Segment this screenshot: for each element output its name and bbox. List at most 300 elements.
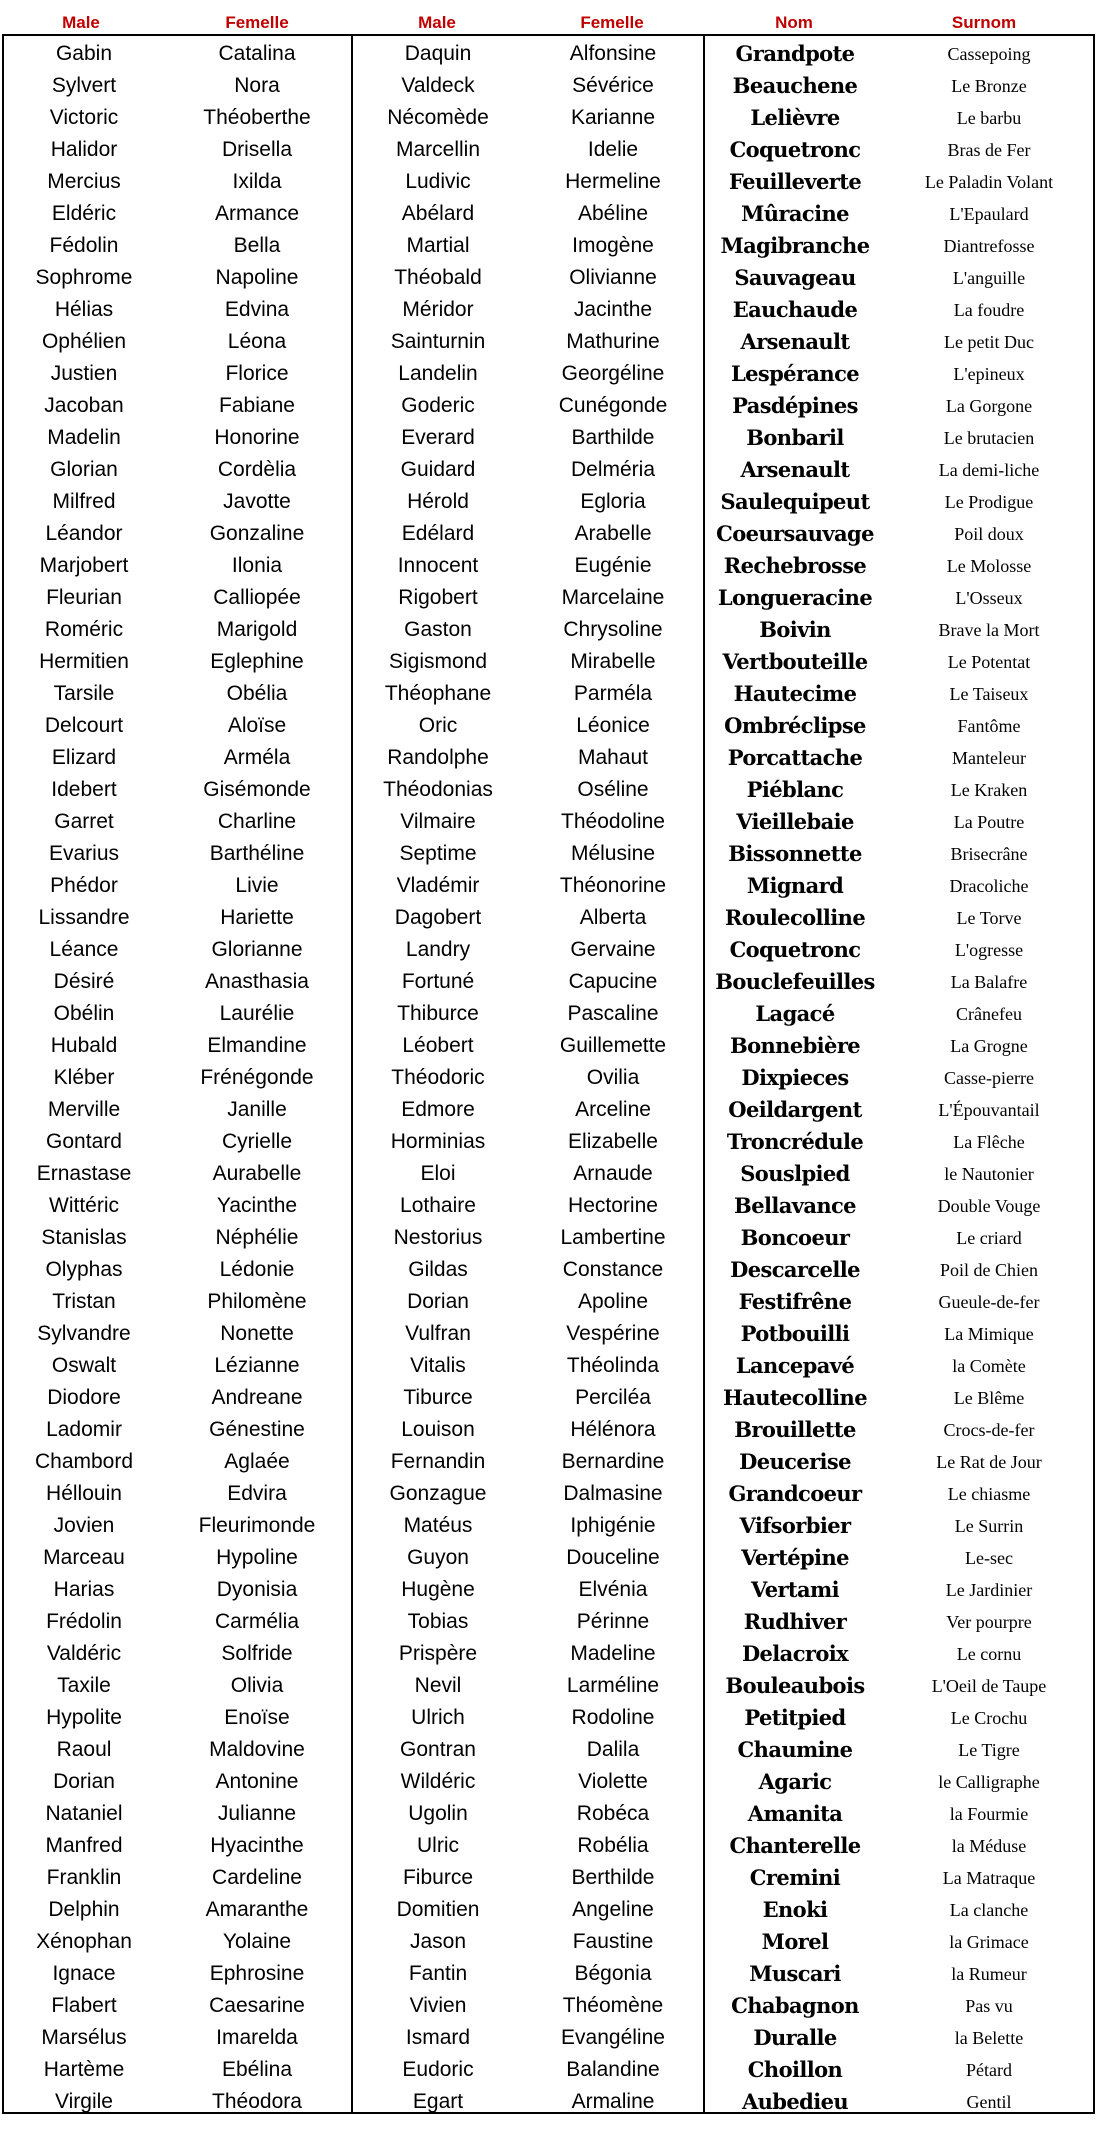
name-cell: Ignace (52, 1962, 116, 1985)
name-cell: Arsenault (740, 329, 850, 354)
name-cell: Théodonias (383, 778, 493, 801)
name-cell: Ebélina (221, 2058, 293, 2081)
name-cell: Marigold (216, 618, 298, 641)
name-cell: Manteleur (952, 748, 1026, 768)
name-cell: Barthilde (571, 426, 655, 449)
name-cell: Victoric (49, 106, 119, 129)
name-cell: Philomène (207, 1290, 307, 1313)
name-cell: Théobald (394, 266, 482, 289)
name-cell: Abélard (401, 202, 475, 225)
name-cell: Enoki (762, 1897, 828, 1922)
name-cell: Boivin (759, 617, 831, 642)
name-cell: Tiburce (403, 1386, 473, 1409)
name-cell: Le chiasme (947, 1484, 1031, 1504)
name-cell: Fernandin (390, 1450, 486, 1473)
name-cell: Oric (418, 714, 458, 737)
name-cell: Hermeline (565, 170, 661, 193)
name-cell: Cardeline (212, 1866, 302, 1889)
name-cell: Vilmaire (400, 810, 476, 833)
name-cell: Nonette (220, 1322, 294, 1345)
name-cell: Festifrêne (738, 1289, 852, 1314)
name-cell: Vladémir (396, 874, 480, 897)
name-cell: Nestorius (393, 1226, 483, 1249)
name-cell: Le Bronze (951, 76, 1027, 96)
name-cell: Dyonisia (216, 1578, 298, 1601)
name-cell: Delphin (48, 1898, 120, 1921)
name-cell: Crocs-de-fer (943, 1420, 1035, 1440)
name-cell: Hélénora (570, 1418, 656, 1441)
name-cell: Le brutacien (943, 428, 1035, 448)
name-cell: Charline (217, 810, 297, 833)
name-cell: Léandor (45, 522, 123, 545)
name-cell: Perciléa (575, 1386, 651, 1409)
name-cell: Grandcoeur (728, 1481, 862, 1506)
name-cell: Manfred (45, 1834, 123, 1857)
name-cell: Kléber (53, 1066, 115, 1089)
name-cell: Harias (53, 1578, 115, 1601)
name-cell: Tarsile (53, 682, 115, 705)
name-cell: Brave la Mort (938, 620, 1040, 640)
name-cell: Chambord (34, 1450, 134, 1473)
name-cell: Bonnebière (729, 1033, 861, 1058)
name-cell: Caesarine (209, 1994, 305, 2017)
header-femelle-1: Femelle (225, 13, 289, 32)
name-cell: Double Vouge (937, 1196, 1041, 1216)
name-cell: Gontran (400, 1738, 476, 1761)
name-cell: Anasthasia (205, 970, 309, 993)
name-cell: La Gorgone (945, 396, 1033, 416)
name-cell: Ophélien (41, 330, 127, 353)
name-cell: Sylvert (51, 74, 117, 97)
name-cell: Daquin (404, 42, 472, 65)
name-cell: Roulecolline (724, 905, 866, 930)
column-femelle-2 (523, 38, 703, 2118)
name-cell: La clanche (949, 1900, 1029, 1920)
name-cell: Abéline (577, 202, 649, 225)
name-cell: Valdeck (401, 74, 475, 97)
name-cell: Marsélus (41, 2026, 127, 2049)
name-cell: Arméla (223, 746, 291, 769)
name-cell: Gildas (408, 1258, 468, 1281)
name-cell: Frénégonde (200, 1066, 314, 1089)
name-cell: Le Blême (953, 1388, 1025, 1408)
name-cell: Larméline (566, 1674, 660, 1697)
name-cell: Dorian (53, 1770, 115, 1793)
name-cell: Carmélia (214, 1610, 300, 1633)
name-cell: Elizard (51, 746, 117, 769)
name-cell: Néphélie (215, 1226, 299, 1249)
name-cell: Sigismond (388, 650, 488, 673)
name-cell: Le Crochu (950, 1708, 1028, 1728)
name-cell: Boncoeur (740, 1225, 850, 1250)
name-cell: Drisella (221, 138, 292, 161)
name-cell: Livie (235, 874, 279, 897)
name-cell: Arnaude (573, 1162, 653, 1185)
name-cell: Matéus (403, 1514, 473, 1537)
header-male-2: Male (418, 13, 456, 32)
name-cell: Lothaire (400, 1194, 476, 1217)
name-cell: Xénophan (36, 1930, 132, 1953)
name-cell: Valdéric (46, 1642, 122, 1665)
name-cell: Flabert (51, 1994, 117, 2017)
name-cell: Bégonia (574, 1962, 652, 1985)
name-cell: Vifsorbier (739, 1513, 851, 1538)
name-cell: Lagacé (755, 1001, 835, 1026)
name-cell: Vertépine (741, 1545, 849, 1570)
name-cell: Poil doux (954, 524, 1024, 544)
name-cell: La demi-liche (938, 460, 1040, 480)
name-cell: Iphigénie (570, 1514, 656, 1537)
name-cell: Janille (227, 1098, 287, 1121)
name-cell: Ilonia (231, 554, 283, 577)
name-cell: Mirabelle (570, 650, 656, 673)
name-cell: Gontard (46, 1130, 122, 1153)
name-cell: Ixilda (232, 170, 282, 193)
name-cell: L'Osseux (955, 588, 1023, 608)
name-cell: Sainturnin (390, 330, 486, 353)
name-cell: Solfride (221, 1642, 293, 1665)
name-cell: Léonice (576, 714, 650, 737)
name-cell: Brouillette (734, 1417, 856, 1442)
name-cell: Nataniel (45, 1802, 123, 1825)
name-cell: Fleurian (46, 586, 122, 609)
name-cell: Georgéline (561, 362, 665, 385)
name-cell: Septime (399, 842, 477, 865)
name-cell: L'epineux (953, 364, 1025, 384)
name-cell: Egart (412, 2090, 464, 2113)
name-cell: Edvina (224, 298, 290, 321)
name-cell: Agaric (758, 1769, 832, 1794)
name-cell: Muscari (749, 1961, 841, 1986)
name-cell: Bernardine (561, 1450, 665, 1473)
name-cell: Robélia (577, 1834, 649, 1857)
name-cell: Jacinthe (573, 298, 653, 321)
name-cell: Edvira (227, 1482, 287, 1505)
name-cell: Edélard (401, 522, 475, 545)
name-cell: la Rumeur (951, 1964, 1027, 1984)
name-cell: la Fourmie (949, 1804, 1029, 1824)
name-cell: Le Tigre (958, 1740, 1020, 1760)
name-cell: Léobert (402, 1034, 474, 1057)
name-cell: Brisecrâne (950, 844, 1028, 864)
name-cell: Lézianne (214, 1354, 300, 1377)
header-surnom: Surnom (951, 13, 1017, 32)
name-cell: Héllouin (46, 1482, 122, 1505)
name-cell: Marcellin (395, 138, 481, 161)
name-cell: Halidor (50, 138, 118, 161)
name-cell: Périnne (576, 1610, 650, 1633)
name-cell: Lelièvre (750, 105, 840, 130)
name-cell: Ombréclipse (724, 713, 866, 738)
name-cell: Virgile (55, 2090, 113, 2113)
name-cell: Vitalis (410, 1354, 466, 1377)
name-cell: Alfonsine (569, 42, 657, 65)
name-cell: Douceline (566, 1546, 660, 1569)
name-cell: Lespérance (730, 361, 860, 386)
name-cell: Marceau (43, 1546, 125, 1569)
name-cell: Goderic (401, 394, 475, 417)
name-cell: le Calligraphe (938, 1772, 1040, 1792)
name-cell: Amaranthe (205, 1898, 309, 1921)
name-cell: Ladomir (46, 1418, 122, 1441)
name-cell: Aglaée (224, 1450, 290, 1473)
name-cell: la Méduse (951, 1836, 1027, 1856)
name-cell: Eauchaude (732, 297, 858, 322)
name-cell: Stanislas (41, 1226, 127, 1249)
name-cell: Grandpote (735, 41, 855, 66)
name-cell: Ephrosine (209, 1962, 305, 1985)
name-cell: Elvénia (578, 1578, 648, 1601)
header-male-1: Male (62, 13, 100, 32)
name-cell: Angeline (572, 1898, 654, 1921)
name-cell: Hautecolline (723, 1385, 867, 1410)
name-cell: Laurélie (219, 1002, 295, 1025)
name-cell: Longueracine (717, 585, 873, 610)
name-cell: Piéblanc (746, 777, 844, 802)
name-cell: Edmore (401, 1098, 475, 1121)
name-cell: Obélia (226, 682, 288, 705)
name-cell: Madeline (570, 1642, 656, 1665)
name-cell: Alberta (579, 906, 647, 929)
column-surnom (885, 38, 1093, 2118)
name-cell: Le cornu (956, 1644, 1022, 1664)
name-cell: Chabagnon (731, 1993, 859, 2018)
name-cell: la Comète (952, 1356, 1026, 1376)
name-cell: Fiburce (402, 1866, 474, 1889)
name-cell: Théonorine (559, 874, 667, 897)
name-cell: Enoïse (224, 1706, 290, 1729)
name-cell: Guidard (400, 458, 476, 481)
name-cell: Dalmasine (563, 1482, 663, 1505)
name-cell: Hartème (43, 2058, 125, 2081)
name-cell: Ovilia (586, 1066, 640, 1089)
name-cell: Lancepavé (735, 1353, 855, 1378)
name-cell: L'anguille (952, 268, 1026, 288)
name-cell: Gisémonde (203, 778, 311, 801)
name-cell: Evarius (48, 842, 120, 865)
name-cell: Génestine (209, 1418, 305, 1441)
name-cell: Le Prodigue (944, 492, 1034, 512)
name-cell: Maldovine (209, 1738, 305, 1761)
name-cell: Coquetronc (729, 937, 861, 962)
name-cell: Marcelaine (561, 586, 665, 609)
name-cell: Vertami (750, 1577, 840, 1602)
name-cell: Milfred (52, 490, 116, 513)
name-cell: Yolaine (222, 1930, 292, 1953)
name-cell: Wittéric (49, 1194, 119, 1217)
name-cell: Fleurimonde (198, 1514, 316, 1537)
name-cell: Innocent (397, 554, 479, 577)
name-cell: Arabelle (574, 522, 652, 545)
name-cell: Casse-pierre (944, 1068, 1034, 1088)
name-cell: Imogène (572, 234, 654, 257)
name-cell: Théolinda (566, 1354, 660, 1377)
name-cell: Raoul (56, 1738, 112, 1761)
name-cell: Morel (761, 1929, 829, 1954)
name-cell: Madelin (47, 426, 121, 449)
name-cell: Jovien (53, 1514, 115, 1537)
name-cell: L'Epaulard (949, 204, 1029, 224)
name-cell: Crânefeu (956, 1004, 1022, 1024)
name-cell: Olyphas (45, 1258, 123, 1281)
name-cell: Hyacinthe (210, 1834, 304, 1857)
column-femelle-1 (164, 38, 350, 2118)
name-cell: Lédonie (219, 1258, 295, 1281)
name-cell: Barthéline (209, 842, 305, 865)
name-cell: Le petit Duc (944, 332, 1034, 352)
name-cell: Dorian (407, 1290, 469, 1313)
name-cell: Feuilleverte (728, 169, 862, 194)
name-cell: Théomène (562, 1994, 664, 2017)
name-cell: Le Potentat (947, 652, 1031, 672)
name-cell: Jacoban (44, 394, 124, 417)
name-cell: Olivia (230, 1674, 284, 1697)
name-cell: Diodore (47, 1386, 121, 1409)
name-cell: Roméric (44, 618, 124, 641)
name-cell: Ver pourpre (946, 1612, 1032, 1632)
name-cell: Mignard (746, 873, 844, 898)
name-cell: Bella (233, 234, 281, 257)
name-cell: Gueule-de-fer (938, 1292, 1040, 1312)
name-cell: Chaumine (737, 1737, 853, 1762)
name-cell: Tristan (52, 1290, 116, 1313)
name-cell: Evangéline (561, 2026, 665, 2049)
name-cell: Cremini (749, 1865, 841, 1890)
name-cell: Karianne (570, 106, 656, 129)
name-cell: La Mimique (944, 1324, 1034, 1344)
name-cell: Sylvandre (37, 1322, 131, 1345)
name-cell: Ernastase (36, 1162, 132, 1185)
name-cell: Eloi (420, 1162, 456, 1185)
name-cell: Désiré (53, 970, 115, 993)
name-cell: Arsenault (740, 457, 850, 482)
name-cell: Deucerise (739, 1449, 851, 1474)
name-cell: Vertbouteille (722, 649, 868, 674)
name-cell: Franklin (46, 1866, 122, 1889)
name-cell: Poil de Chien (940, 1260, 1038, 1280)
name-cell: Thiburce (397, 1002, 479, 1025)
name-cell: Honorine (214, 426, 300, 449)
name-cell: Nora (234, 74, 280, 97)
name-cell: La foudre (953, 300, 1025, 320)
name-cell: Imarelda (216, 2026, 298, 2049)
name-cell: Hariette (220, 906, 294, 929)
name-cell: Théodora (212, 2090, 302, 2113)
name-cell: Oséline (577, 778, 649, 801)
name-cell: L'Épouvantail (938, 1100, 1040, 1120)
name-cell: Eglephine (210, 650, 304, 673)
name-cell: Gonzaline (209, 522, 305, 545)
name-cell: Le Rat de Jour (936, 1452, 1042, 1472)
name-cell: Everard (401, 426, 475, 449)
name-cell: Tobias (407, 1610, 469, 1633)
name-cell: la Belette (954, 2028, 1024, 2048)
name-cell: Guyon (407, 1546, 469, 1569)
name-cell: Coquetronc (729, 137, 861, 162)
name-cell: Gervaine (570, 938, 656, 961)
name-cell: Beauchene (732, 73, 858, 98)
name-cell: Hermitien (39, 650, 129, 673)
name-cell: Mercius (47, 170, 121, 193)
name-cell: Ugolin (408, 1802, 468, 1825)
name-cell: La Grogne (950, 1036, 1028, 1056)
name-cell: La Poutre (953, 812, 1025, 832)
name-cell: Nevil (414, 1674, 462, 1697)
name-cell: Vulfran (405, 1322, 471, 1345)
name-cell: Petitpied (744, 1705, 846, 1730)
name-cell: Calliopée (213, 586, 301, 609)
name-cell: Le Surrin (954, 1516, 1024, 1536)
name-cell: Bellavance (734, 1193, 856, 1218)
name-cell: Vieillebaie (736, 809, 854, 834)
name-cell: Lissandre (38, 906, 130, 929)
name-cell: Dixpieces (741, 1065, 849, 1090)
name-cell: Hélias (54, 298, 114, 321)
name-cell: Hérold (407, 490, 469, 513)
name-cell: Armaline (571, 2090, 655, 2113)
name-cell: Elizabelle (568, 1130, 658, 1153)
name-cell: Pétard (966, 2060, 1012, 2080)
name-cell: Sophrome (35, 266, 133, 289)
name-cell: Bouleaubois (725, 1673, 865, 1698)
name-cell: Obélin (53, 1002, 115, 1025)
name-cell: Bonbaril (746, 425, 844, 450)
name-cell: Hectorine (568, 1194, 658, 1217)
name-cell: Bras de Fer (947, 140, 1031, 160)
name-cell: La Matraque (942, 1868, 1036, 1888)
name-cell: Dagobert (394, 906, 482, 929)
name-cell: Léona (227, 330, 287, 353)
name-cell: Marjobert (39, 554, 129, 577)
name-cell: Le Molosse (946, 556, 1032, 576)
name-cell: Landry (405, 938, 471, 961)
name-cell: Rodoline (571, 1706, 655, 1729)
name-cell: Souslpied (740, 1161, 850, 1186)
name-cell: Amanita (747, 1801, 843, 1826)
name-cell: Cordèlia (217, 458, 297, 481)
name-cell: Eudoric (402, 2058, 474, 2081)
name-cell: Frédolin (46, 1610, 122, 1633)
name-cell: Cassepoing (947, 44, 1031, 64)
name-cell: Eldéric (51, 202, 117, 225)
name-cell: Ulrich (411, 1706, 465, 1729)
name-cell: Mahaut (577, 746, 649, 769)
name-cell: Fédolin (49, 234, 119, 257)
name-cell: Gabin (55, 42, 113, 65)
name-cell: Louison (401, 1418, 475, 1441)
name-cell: Martial (406, 234, 470, 257)
name-cell: Coeursauvage (716, 521, 874, 546)
name-cell: Antonine (215, 1770, 299, 1793)
name-cell: Chanterelle (729, 1833, 861, 1858)
name-cell: Florice (225, 362, 289, 385)
name-cell: Dalila (586, 1738, 640, 1761)
name-cell: Andreane (211, 1386, 303, 1409)
name-cell: Le Taiseux (949, 684, 1029, 704)
name-cell: Catalina (218, 42, 296, 65)
name-cell: Gonzague (389, 1482, 487, 1505)
name-cell: Rechebrosse (723, 553, 867, 578)
name-cell: Saulequipeut (720, 489, 870, 514)
name-cell: Garret (54, 810, 114, 833)
name-cell: Hautecime (733, 681, 857, 706)
name-cell: Glorian (50, 458, 118, 481)
name-cell: Choillon (747, 2057, 843, 2082)
name-cell: Delcourt (44, 714, 124, 737)
name-cell: Pascaline (567, 1002, 659, 1025)
name-cell: Constance (562, 1258, 664, 1281)
name-cell: Randolphe (387, 746, 489, 769)
